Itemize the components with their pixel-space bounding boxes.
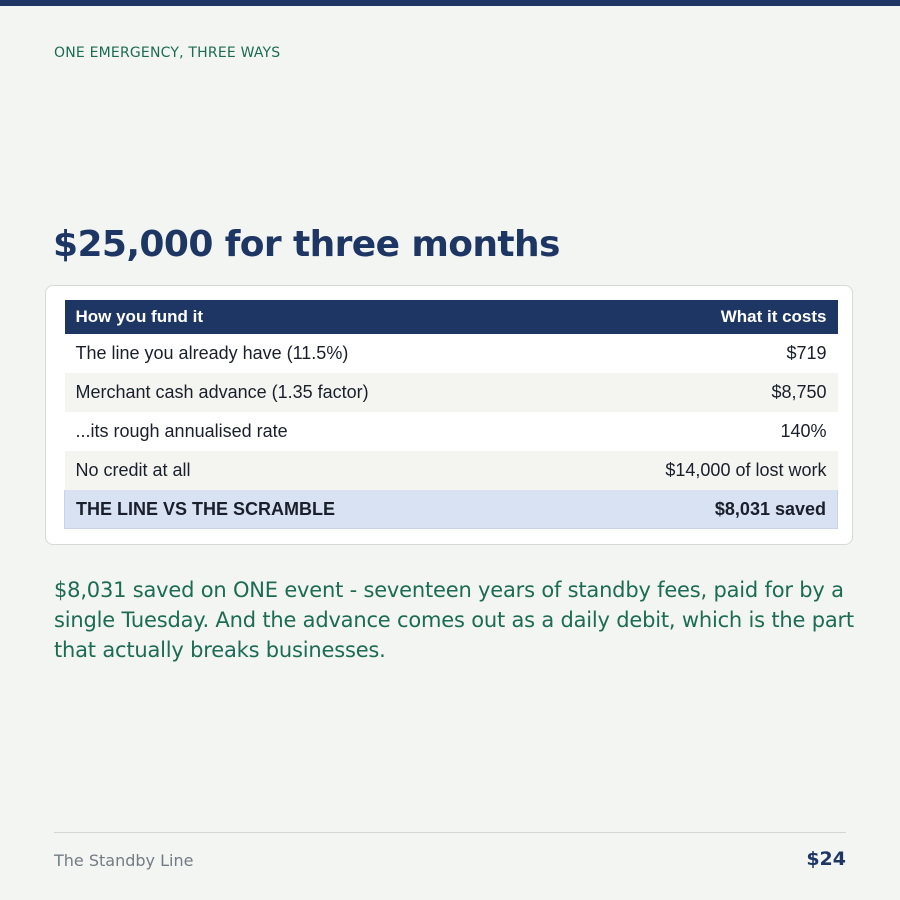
table-total-row	[65, 490, 838, 529]
row-method: Merchant cash advance (1.35 factor)	[65, 373, 554, 412]
column-header-method: How you fund it	[65, 300, 554, 334]
table-row	[65, 334, 838, 373]
footer-price: $24	[806, 848, 846, 870]
summary-paragraph: $8,031 saved on ONE event - seventeen years of standby fees, paid for by a single Tuesday. And the advance comes out as a daily debit, which is the part that actually breaks businesses.	[54, 578, 854, 662]
total-label: THE LINE VS THE SCRAMBLE	[65, 490, 554, 529]
row-method: ...its rough annualised rate	[65, 412, 554, 451]
row-method: The line you already have (11.5%)	[65, 334, 554, 373]
table-row	[65, 412, 838, 451]
column-header-cost: What it costs	[553, 300, 837, 334]
table-header-row	[65, 300, 838, 334]
row-cost: 140%	[553, 412, 837, 451]
total-savings: $8,031 saved	[553, 490, 837, 529]
table-row	[65, 373, 838, 412]
page-title: $25,000 for three months	[53, 224, 560, 265]
row-method: No credit at all	[65, 451, 554, 490]
footer-brand-name: The Standby Line	[54, 851, 194, 870]
footer-divider	[54, 832, 846, 833]
row-cost: $14,000 of lost work	[553, 451, 837, 490]
row-cost: $8,750	[553, 373, 837, 412]
row-cost: $719	[553, 334, 837, 373]
table-row	[65, 451, 838, 490]
top-accent-bar	[0, 0, 900, 6]
cost-comparison-table	[64, 300, 838, 529]
cost-table-card	[45, 285, 853, 545]
eyebrow-label: ONE EMERGENCY, THREE WAYS	[54, 45, 281, 61]
